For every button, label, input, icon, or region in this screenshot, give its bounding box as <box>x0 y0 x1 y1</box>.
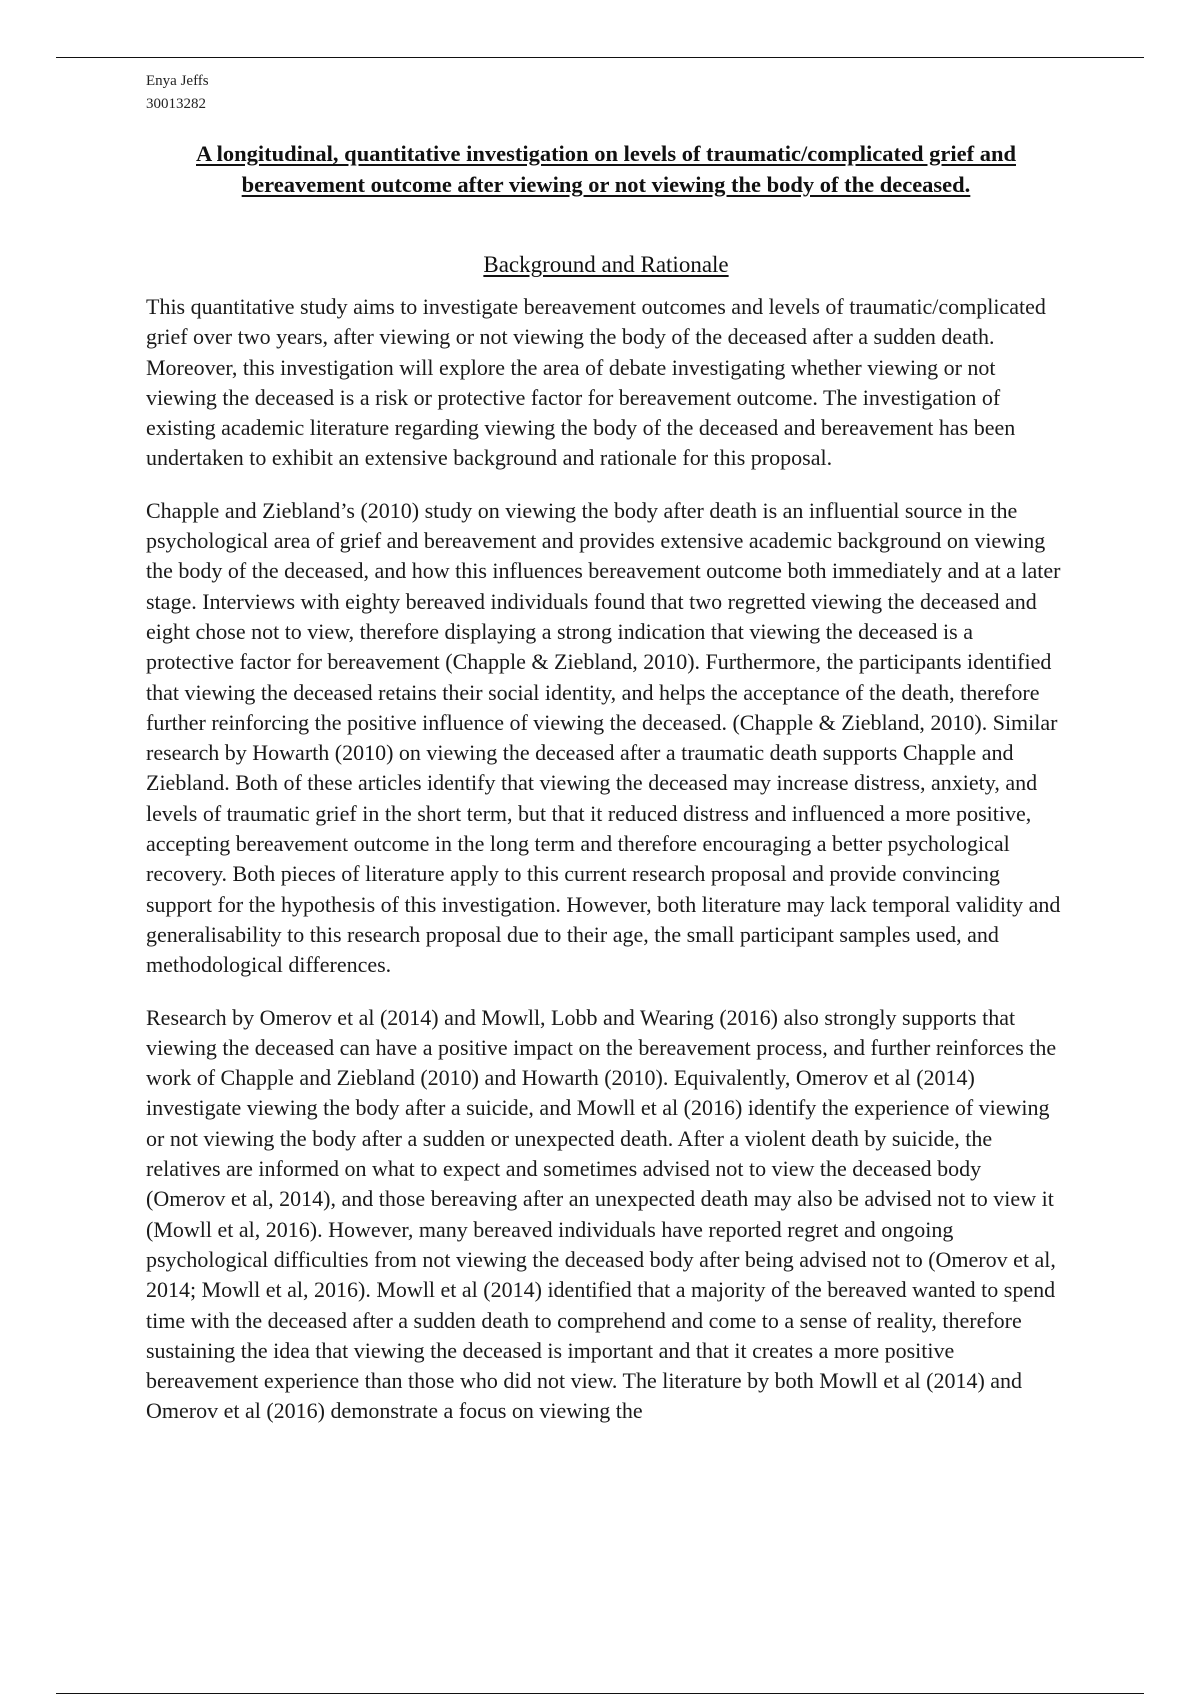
author-name: Enya Jeffs <box>146 73 209 89</box>
paragraph-3: Research by Omerov et al (2014) and Mowll, Lobb and Wearing (2016) also strongly supports that viewing the deceased can have a positive impact on the bereavement process, and further reinforces the work of Chapple and Ziebland (2010) and Howarth (2010). Equivalently, Omerov et al (2014) investigate viewing the body after a suicide, and Mowll et al (2016) identify the experience of viewing or not viewing the body after a sudden or unexpected death. After a violent death by suicide, the relatives are informed on what to expect and sometimes advised not to view the deceased body (Omerov et al, 2014), and those bereaving after an unexpected death may also be advised not to view it (Mowll et al, 2016). However, many bereaved individuals have reported regret and ongoing psychological difficulties from not viewing the deceased body after being advised not to (Omerov et al, 2014; Mowll et al, 2016). Mowll et al (2014) identified that a majority of the bereaved wanted to spend time with the deceased after a sudden death to comprehend and come to a sense of reality, therefore sustaining the idea that viewing the deceased is important and that it creates a more positive bereavement experience than those who did not view. The literature by both Mowll et al (2014) and Omerov et al (2016) demonstrate a focus on viewing the <box>146 1004 1057 1424</box>
paragraph-1: This quantitative study aims to investigate bereavement outcomes and levels of traumatic/complicated grief over two years, after viewing or not viewing the body of the deceased after a sudden death. Moreover, this investigation will explore the area of debate investigating whether viewing or not viewing the deceased is a risk or protective factor for bereavement outcome. The investigation of existing academic literature regarding viewing the body of the deceased and bereavement has been undertaken to exhibit an extensive background and rationale for this proposal. <box>146 294 1046 471</box>
document-page <box>146 70 1066 1449</box>
top-rule <box>56 57 1144 58</box>
bottom-rule <box>56 1693 1144 1694</box>
student-id: 30013282 <box>146 96 206 112</box>
document-title: A longitudinal, quantitative investigation on levels of traumatic/complicated grief and bereavement outcome after viewing or not viewing the body of the deceased. <box>196 141 1016 197</box>
section-heading: Background and Rationale <box>483 252 729 277</box>
paragraph-2: Chapple and Ziebland’s (2010) study on viewing the body after death is an influential source in the psychological area of grief and bereavement and provides extensive academic background on viewing the body of the deceased, and how this influences bereavement outcome both immediately and at a later stage. Interviews with eighty bereaved individuals found that two regretted viewing the deceased and eight chose not to view, therefore displaying a strong indication that viewing the deceased is a protective factor for bereavement (Chapple & Ziebland, 2010). Furthermore, the participants identified that viewing the deceased retains their social identity, and helps the acceptance of the death, therefore further reinforcing the positive influence of viewing the deceased. (Chapple & Ziebland, 2010). Similar research by Howarth (2010) on viewing the deceased after a traumatic death supports Chapple and Ziebland. Both of these articles identify that viewing the deceased may increase distress, anxiety, and levels of traumatic grief in the short term, but that it reduced distress and influenced a more positive, accepting bereavement outcome in the long term and therefore encouraging a better psychological recovery. Both pieces of literature apply to this current research proposal and provide convincing support for the hypothesis of this investigation. However, both literature may lack temporal validity and generalisability to this research proposal due to their age, the small participant samples used, and methodological differences. <box>146 497 1061 978</box>
